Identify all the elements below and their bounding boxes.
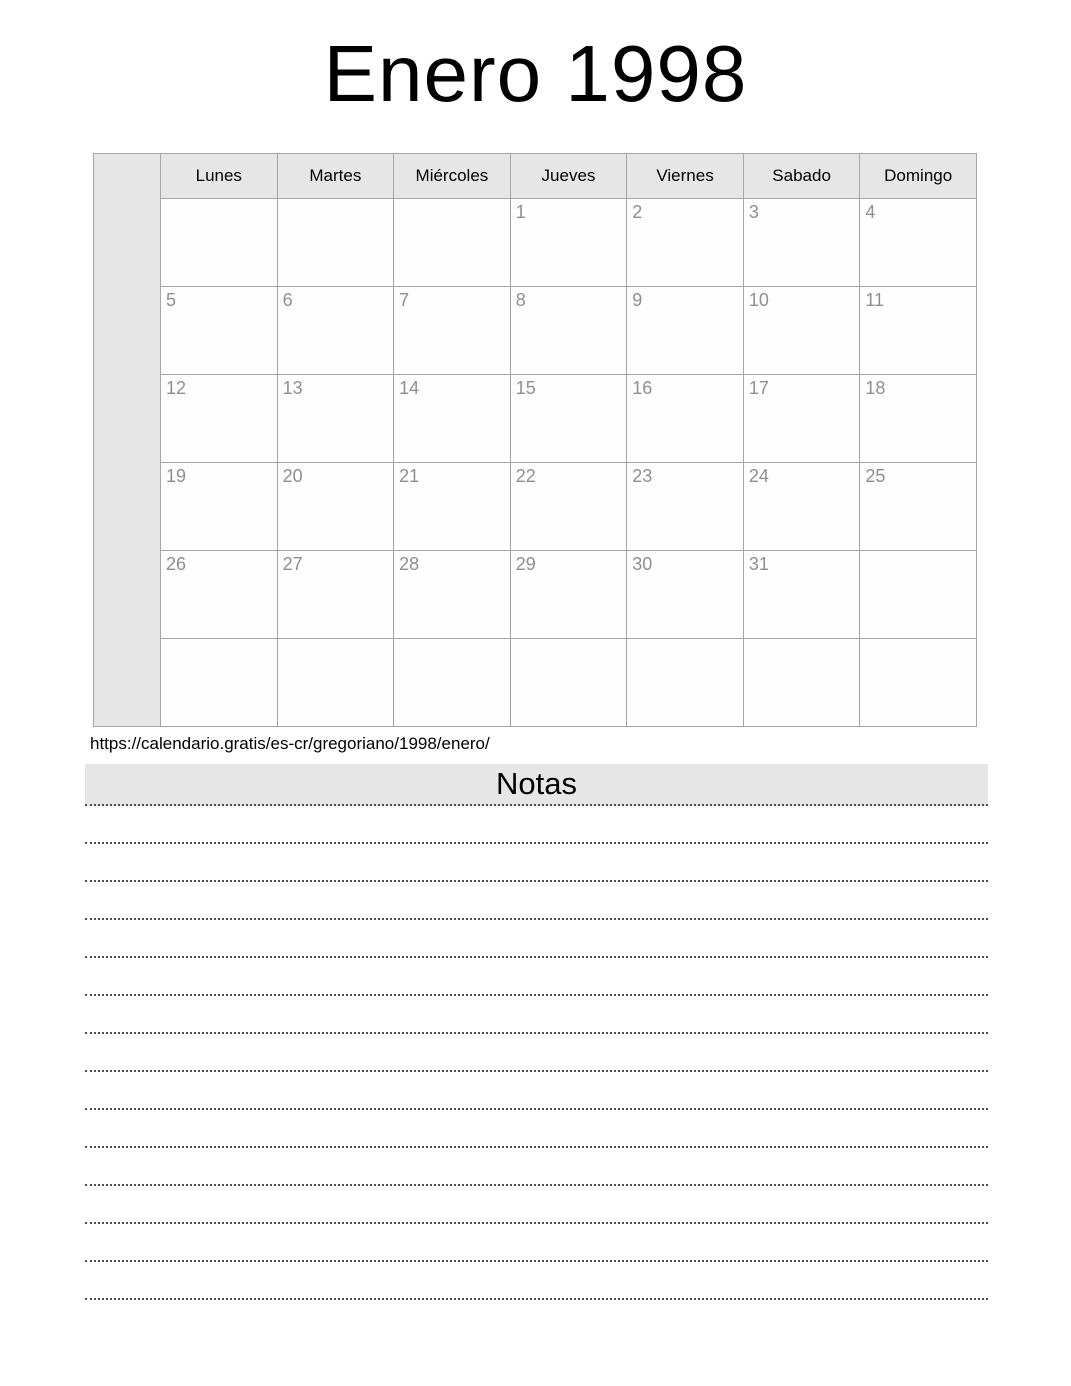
calendar-day-cell: 24	[743, 463, 860, 551]
weekday-header: Sabado	[743, 154, 860, 199]
calendar-empty-cell	[743, 639, 860, 727]
calendar-day-cell: 19	[161, 463, 278, 551]
calendar-day-cell: 6	[277, 287, 394, 375]
calendar-day-cell: 27	[277, 551, 394, 639]
calendar-day-cell: 15	[510, 375, 627, 463]
week-row	[94, 551, 977, 639]
calendar-empty-cell	[510, 639, 627, 727]
calendar-day-cell: 5	[161, 287, 278, 375]
calendar-table	[93, 153, 977, 727]
calendar-day-cell: 12	[161, 375, 278, 463]
calendar-empty-cell	[627, 639, 744, 727]
note-line	[85, 996, 988, 1034]
notes-title: Notas	[85, 764, 988, 806]
calendar-empty-cell	[394, 199, 511, 287]
note-line	[85, 844, 988, 882]
calendar-day-cell: 29	[510, 551, 627, 639]
note-line	[85, 1186, 988, 1224]
calendar-day-cell: 22	[510, 463, 627, 551]
weekday-header: Martes	[277, 154, 394, 199]
calendar-empty-cell	[277, 199, 394, 287]
calendar-day-cell: 9	[627, 287, 744, 375]
week-row	[94, 287, 977, 375]
weekday-header: Domingo	[860, 154, 977, 199]
calendar-day-cell: 23	[627, 463, 744, 551]
calendar-body	[94, 154, 977, 727]
weekday-header: Viernes	[627, 154, 744, 199]
calendar-day-cell: 18	[860, 375, 977, 463]
week-row	[94, 463, 977, 551]
weekday-header: Lunes	[161, 154, 278, 199]
calendar-day-cell: 17	[743, 375, 860, 463]
calendar-day-cell: 14	[394, 375, 511, 463]
calendar-day-cell: 16	[627, 375, 744, 463]
calendar-day-cell: 2	[627, 199, 744, 287]
calendar-day-cell: 11	[860, 287, 977, 375]
note-line	[85, 1148, 988, 1186]
note-line	[85, 882, 988, 920]
note-line	[85, 1034, 988, 1072]
week-number-column	[94, 154, 161, 727]
calendar-empty-cell	[277, 639, 394, 727]
calendar-day-cell: 21	[394, 463, 511, 551]
calendar-day-cell: 25	[860, 463, 977, 551]
notes-lines	[85, 806, 988, 1300]
page-title: Enero 1998	[323, 29, 748, 118]
note-line	[85, 1224, 988, 1262]
calendar-empty-cell	[860, 639, 977, 727]
calendar-day-cell: 30	[627, 551, 744, 639]
note-line	[85, 806, 988, 844]
note-line	[85, 920, 988, 958]
weekday-header: Miércoles	[394, 154, 511, 199]
note-line	[85, 1072, 988, 1110]
calendar-day-cell: 3	[743, 199, 860, 287]
calendar-empty-cell	[161, 199, 278, 287]
week-row	[94, 375, 977, 463]
calendar-day-cell: 26	[161, 551, 278, 639]
note-line	[85, 958, 988, 996]
calendar-day-cell: 7	[394, 287, 511, 375]
calendar-day-cell: 10	[743, 287, 860, 375]
calendar-empty-cell	[161, 639, 278, 727]
weekday-header-row	[94, 154, 977, 199]
note-line	[85, 1110, 988, 1148]
calendar-day-cell: 8	[510, 287, 627, 375]
calendar-empty-cell	[394, 639, 511, 727]
week-row	[94, 199, 977, 287]
calendar-day-cell: 4	[860, 199, 977, 287]
calendar-day-cell: 13	[277, 375, 394, 463]
calendar-day-cell: 20	[277, 463, 394, 551]
weekday-header: Jueves	[510, 154, 627, 199]
source-url: https://calendario.gratis/es-cr/gregoriano/1998/enero/	[90, 734, 490, 753]
notes-section	[85, 764, 988, 1300]
calendar-day-cell: 1	[510, 199, 627, 287]
calendar-day-cell: 28	[394, 551, 511, 639]
note-line	[85, 1262, 988, 1300]
calendar-day-cell: 31	[743, 551, 860, 639]
week-row	[94, 639, 977, 727]
calendar-empty-cell	[860, 551, 977, 639]
